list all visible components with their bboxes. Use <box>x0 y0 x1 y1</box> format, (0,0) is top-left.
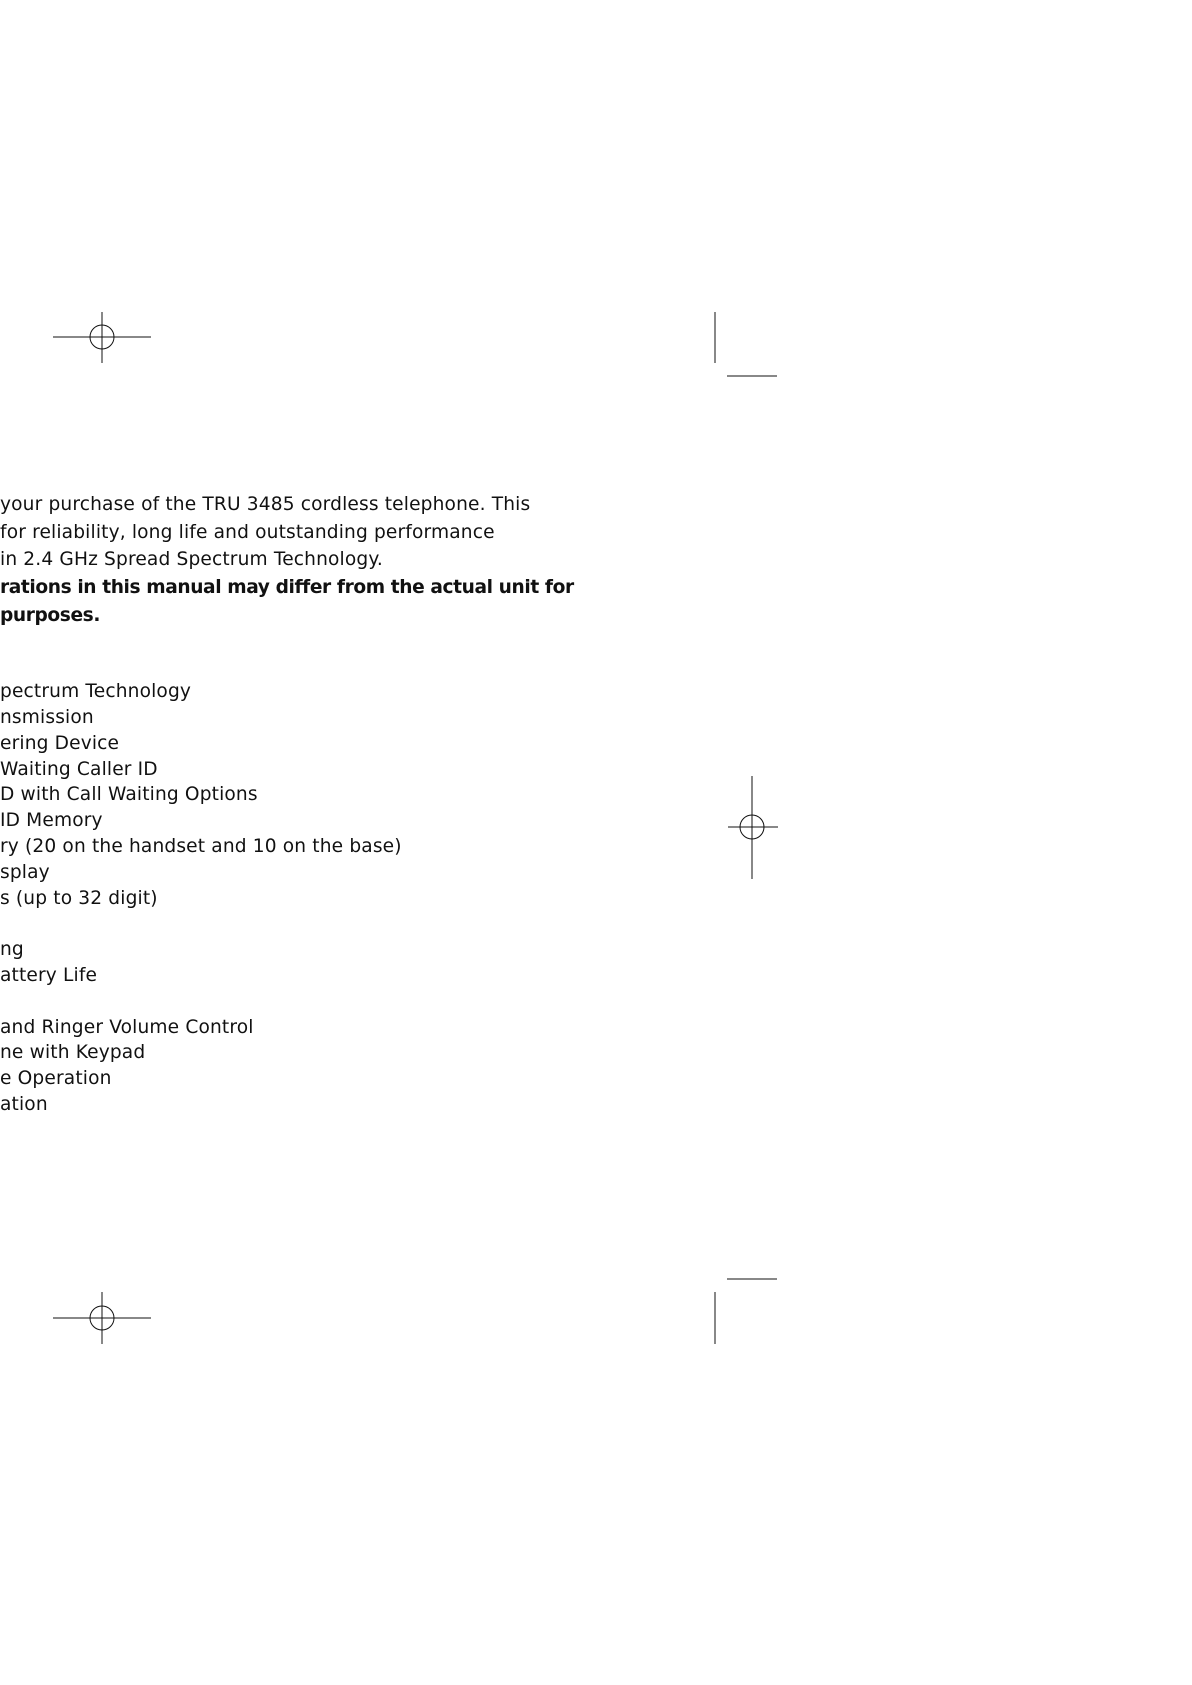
list-item: D with Call Waiting Options <box>0 784 258 805</box>
list-item: splay <box>0 862 50 883</box>
list-item: ering Device <box>0 733 120 754</box>
list-item: Waiting Caller ID <box>0 759 158 780</box>
list-item: ng <box>0 939 24 960</box>
list-item: e Operation <box>0 1068 112 1089</box>
list-item: and Ringer Volume Control <box>0 1017 254 1038</box>
intro-line-2: for reliability, long life and outstanding performance <box>0 522 495 543</box>
crop-mark-top-right <box>715 312 777 376</box>
intro-line-1: your purchase of the TRU 3485 cordless telephone. This <box>0 494 531 515</box>
list-item: s (up to 32 digit) <box>0 888 158 909</box>
crop-mark-bottom-right <box>715 1279 777 1344</box>
note-line-2: purposes. <box>0 605 101 626</box>
note-line-1: rations in this manual may differ from the actual unit for <box>0 577 574 598</box>
registration-mark-bottom-left <box>53 1292 151 1344</box>
list-item: attery Life <box>0 965 98 986</box>
list-item: ne with Keypad <box>0 1042 146 1063</box>
list-item: pectrum Technology <box>0 681 192 702</box>
list-item: ry (20 on the handset and 10 on the base) <box>0 836 402 857</box>
registration-mark-right-middle <box>728 776 778 879</box>
registration-mark-top-left <box>53 312 151 363</box>
list-item: ID Memory <box>0 810 103 831</box>
list-item: ation <box>0 1094 48 1115</box>
list-item: nsmission <box>0 707 94 728</box>
intro-line-3: in 2.4 GHz Spread Spectrum Technology. <box>0 549 383 570</box>
